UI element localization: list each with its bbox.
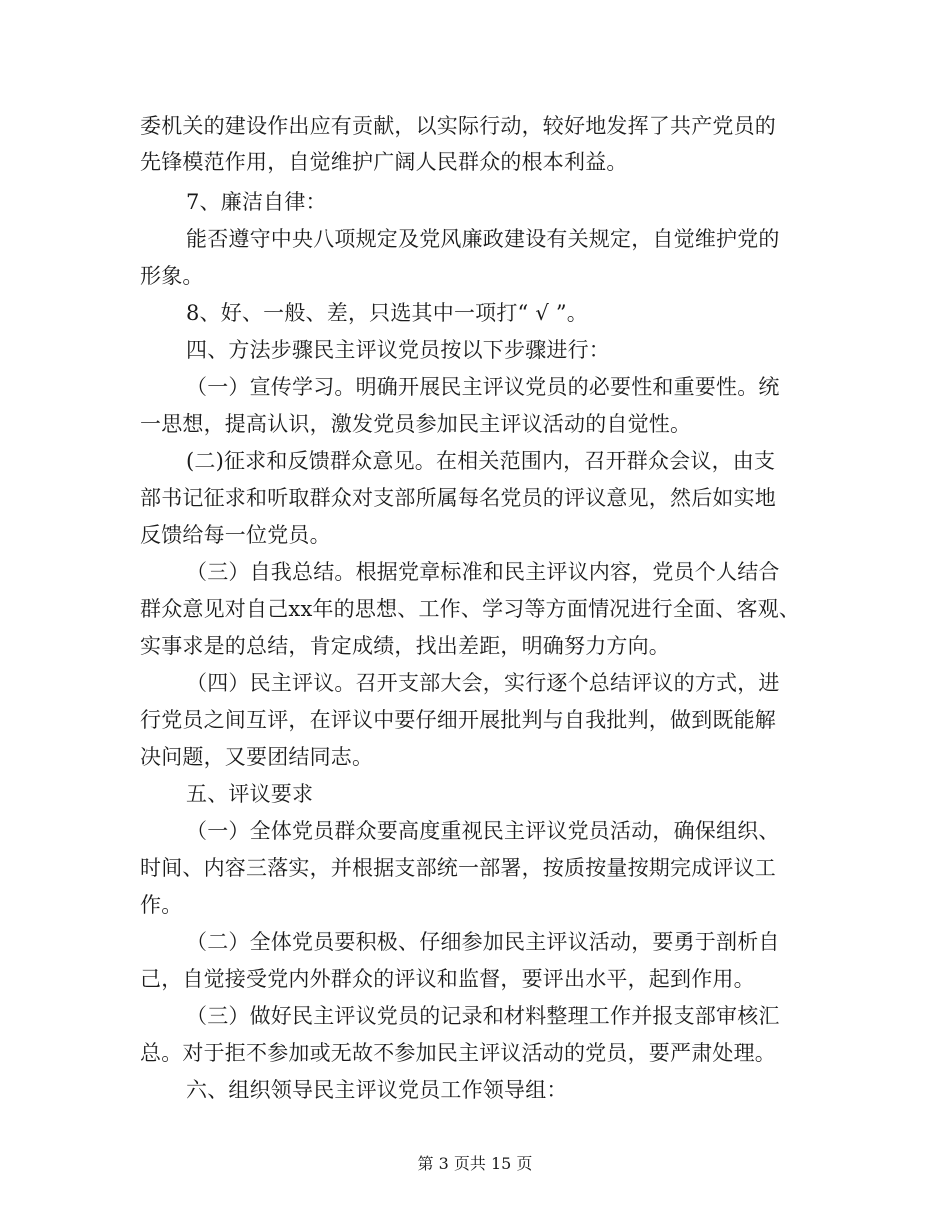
paragraph-line: 总。对于拒不参加或无故不参加民主评议活动的党员，要严肃处理。: [140, 1041, 776, 1065]
paragraph-line: 群众意见对自己xx年的思想、工作、学习等方面情况进行全面、客观、: [140, 597, 801, 621]
paragraph-line: 行党员之间互评，在评议中要仔细开展批判与自我批判，做到既能解: [140, 708, 776, 732]
paragraph-line: 实事求是的总结，肯定成绩，找出差距，明确努力方向。: [140, 634, 670, 658]
section-heading: 六、组织领导民主评议党员工作领导组：: [186, 1078, 568, 1102]
paragraph-line: 部书记征求和听取群众对支部所属每名党员的评议意见，然后如实地: [140, 486, 776, 510]
paragraph-line: （四）民主评议。召开支部大会，实行逐个总结评议的方式，进: [186, 671, 780, 695]
page-number: 第 3 页共 15 页: [417, 1154, 533, 1173]
paragraph-line: （一）全体党员群众要高度重视民主评议党员活动，确保组织、: [186, 819, 780, 843]
paragraph-line: 己，自觉接受党内外群众的评议和监督，要评出水平，起到作用。: [140, 967, 755, 991]
paragraph-line: （三）做好民主评议党员的记录和材料整理工作并报支部审核汇: [186, 1004, 780, 1028]
section-heading: 四、方法步骤民主评议党员按以下步骤进行：: [186, 338, 610, 362]
paragraph-line: （三）自我总结。根据党章标准和民主评议内容，党员个人结合: [186, 560, 780, 584]
paragraph-line: 委机关的建设作出应有贡献，以实际行动，较好地发挥了共产党员的: [140, 114, 776, 138]
paragraph-line: （一）宣传学习。明确开展民主评议党员的必要性和重要性。统: [186, 375, 780, 399]
paragraph-line: （二）全体党员要积极、仔细参加民主评议活动，要勇于剖析自: [186, 930, 780, 954]
paragraph-line: 时间、内容三落实，并根据支部统一部署，按质按量按期完成评议工: [140, 856, 776, 880]
section-heading: 7、廉洁自律：: [186, 190, 327, 214]
section-heading: 五、评议要求: [186, 782, 314, 806]
paragraph-line: 作。: [140, 893, 183, 917]
paragraph-line: 形象。: [140, 264, 204, 288]
paragraph-line: 能否遵守中央八项规定及党风廉政建设有关规定，自觉维护党的: [186, 227, 780, 251]
paragraph-line: 一思想，提高认识，激发党员参加民主评议活动的自觉性。: [140, 412, 692, 436]
section-heading: 8、好、一般、差，只选其中一项打“ √ ”。: [186, 301, 588, 325]
paragraph-line: (二)征求和反馈群众意见。在相关范围内，召开群众会议，由支: [186, 449, 776, 473]
paragraph-line: 反馈给每一位党员。: [140, 523, 331, 547]
paragraph-line: 决问题，又要团结同志。: [140, 745, 374, 769]
paragraph-line: 先锋模范作用，自觉维护广阔人民群众的根本利益。: [140, 150, 628, 174]
